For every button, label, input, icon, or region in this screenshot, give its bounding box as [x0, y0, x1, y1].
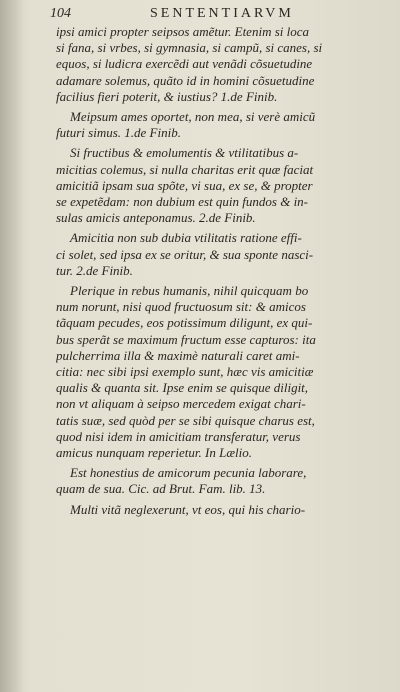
paragraph — [56, 230, 386, 279]
text-line: tur. 2.de Finib. — [56, 262, 133, 278]
text-line: adamare solemus, quãto id in homini cõsuetudine — [56, 72, 315, 88]
running-head: SENTENTIARVM — [150, 6, 294, 21]
text-line: ipsi amici propter seipsos amẽtur. Etenim si loca — [56, 24, 310, 39]
text-line: pulcherrima illa & maximè naturali caret ami- — [56, 347, 300, 363]
text-line: qualis & quanta sit. Ipse enim se quisque diligit, — [56, 380, 309, 396]
text-line: non vt aliquam à seipso mercedem exigat chari- — [56, 396, 306, 412]
text-line: si fana, si vrbes, si gymnasia, si campũ, si canes, si — [56, 40, 323, 56]
text-line: micitias colemus, si nulla charitas erit quæ faciat — [56, 161, 314, 177]
binding-shadow — [0, 0, 24, 692]
text-line: futuri simus. 1.de Finib. — [56, 125, 181, 141]
text-line: quod nisi idem in amicitiam transferatur, verus — [56, 428, 301, 444]
text-line: Si fructibus & emolumentis & vtilitatibus a- — [70, 145, 299, 161]
text-line: citia: nec sibi ipsi exemplo sunt, hæc vis amicitiæ — [56, 364, 314, 380]
text-line: amicitiã ipsam sua spõte, vi sua, ex se, & propter — [56, 177, 313, 193]
paragraph — [56, 465, 386, 497]
text-line: facilius fieri poterit, & iustius? 1.de Finib. — [56, 88, 278, 104]
page-number: 104 — [50, 6, 71, 21]
text-line: tãquam pecudes, eos potissimum diligunt, ex qui- — [56, 315, 313, 331]
text-line: Plerique in rebus humanis, nihil quicquam bo — [70, 283, 309, 299]
text-line: bus sperãt se maximum fructum esse capturos: ita — [56, 331, 316, 347]
text-line: tatis suæ, sed quòd per se sibi quisque charus est, — [56, 412, 315, 428]
paragraph — [56, 502, 386, 518]
paragraph — [56, 283, 386, 461]
text-line: Amicitia non sub dubia vtilitatis ratione effi- — [70, 230, 302, 246]
text-line: quam de sua. Cic. ad Brut. Fam. lib. 13. — [56, 481, 266, 497]
paragraph — [56, 109, 386, 141]
text-line: Est honestius de amicorum pecunia laborare, — [70, 465, 307, 481]
page-header — [50, 6, 395, 24]
text-line: sulas amicis anteponamus. 2.de Finib. — [56, 210, 256, 226]
paragraph — [56, 145, 386, 226]
paragraph — [56, 24, 386, 105]
text-line: Multi vitã neglexerunt, vt eos, qui his chario- — [70, 501, 306, 517]
text-line: num norunt, nisi quod fructuosum sit: & amicos — [56, 299, 306, 315]
text-line: equos, si ludicra exercẽdi aut venãdi cõsuetudine — [56, 56, 313, 72]
text-line: se expetẽdam: non dubium est quin fundos & in- — [56, 194, 309, 210]
body-text — [56, 24, 386, 518]
text-line: Meipsum ames oportet, non mea, si verè amicũ — [70, 109, 316, 125]
text-line: ci solet, sed ipsa ex se oritur, & sua sponte nasci- — [56, 246, 314, 262]
text-line: amicus nunquam reperietur. In Lælio. — [56, 445, 252, 461]
